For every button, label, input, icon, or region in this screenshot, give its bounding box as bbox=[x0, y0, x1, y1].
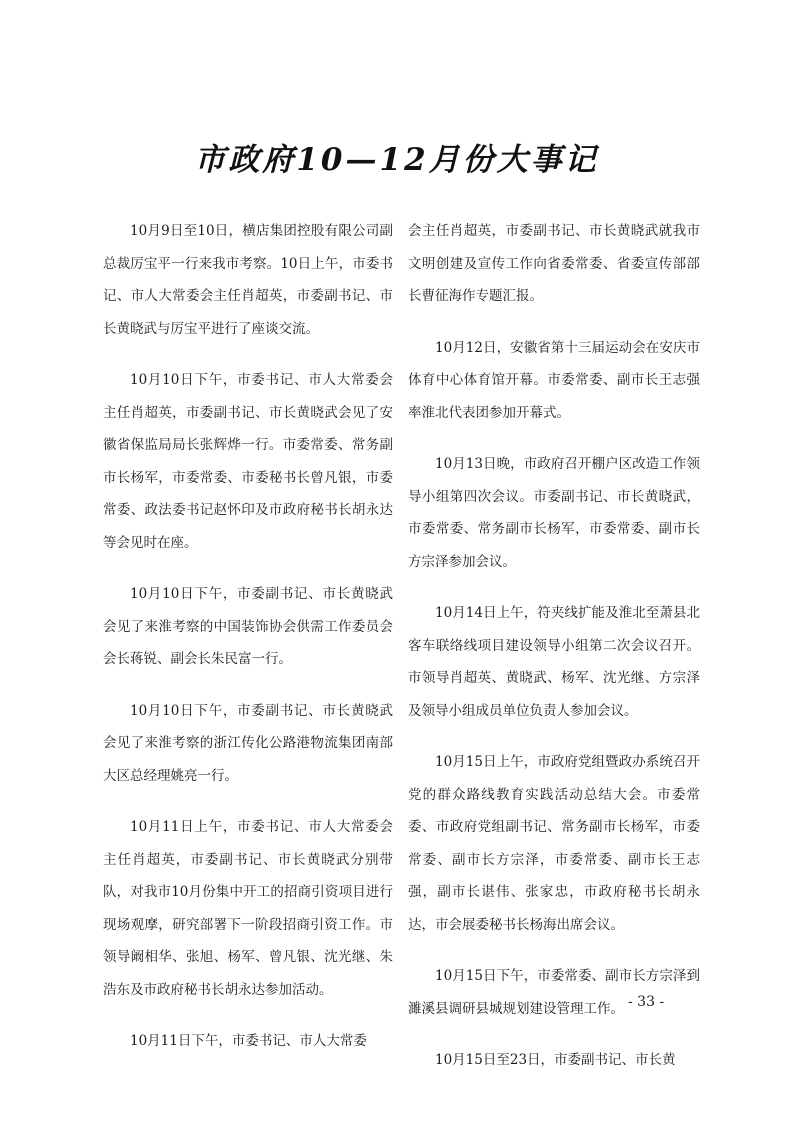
page-title: 市政府10—12月份大事记 bbox=[194, 142, 599, 178]
event-entry: 10月10日下午，市委副书记、市长黄晓武会见了来淮考察的浙江传化公路港物流集团南部大区总经理姚亮一行。 bbox=[103, 702, 393, 784]
event-entry: 10月15日至23日，市委副书记、市长黄 bbox=[435, 1052, 676, 1068]
event-entry-continued: 会主任肖超英，市委副书记、市长黄晓武就我市文明创建及宣传工作向省委常委、省委宣传部部长曹征海作专题汇报。 bbox=[408, 223, 700, 304]
event-entry: 10月12日，安徽省第十三届运动会在安庆市体育中心体育馆开幕。市委常委、副市长王志强率淮北代表团参加开幕式。 bbox=[408, 339, 700, 421]
event-entry: 10月14日上午，符夹线扩能及淮北至萧县北客车联络线项目建设领导小组第二次会议召开。市领导肖超英、黄晓武、杨军、沈光继、方宗泽及领导小组成员单位负责人参加会议。 bbox=[408, 605, 700, 719]
event-entry: 10月11日上午，市委书记、市人大常委会主任肖超英，市委副书记、市长黄晓武分别带队，对我市10月份集中开工的招商引资项目进行现场观摩，研究部署下一阶段招商引资工作。市领导阚相华、张旭、杨军、曾凡银、沈光继、朱浩东及市政府秘书长胡永达参加活动。 bbox=[103, 819, 393, 998]
event-entry: 10月13日晚，市政府召开棚户区改造工作领导小组第四次会议。市委副书记、市长黄晓武，市委常委、常务副市长杨军，市委常委、副市长方宗泽参加会议。 bbox=[408, 456, 700, 570]
event-entry: 10月11日下午，市委书记、市人大常委 bbox=[130, 1033, 367, 1049]
event-entry: 10月15日上午，市政府党组暨政办系统召开党的群众路线教育实践活动总结大会。市委常委、市政府党组副书记、常务副市长杨军，市委常委、副市长方宗泽，市委常委、副市长王志强，副市长谌伟、张家忠，市政府秘书长胡永达，市会展委秘书长杨海出席会议。 bbox=[408, 754, 700, 933]
event-entry: 10月15日下午，市委常委、副市长方宗泽到濉溪县调研县城规划建设管理工作。 bbox=[408, 968, 700, 1017]
event-entry: 10月10日下午，市委副书记、市长黄晓武会见了来淮考察的中国装饰协会供需工作委员会会长蒋锐、副会长朱民富一行。 bbox=[103, 586, 393, 667]
event-entry: 10月9日至10日，横店集团控股有限公司副总裁厉宝平一行来我市考察。10日上午，市委书记、市人大常委会主任肖超英，市委副书记、市长黄晓武与厉宝平进行了座谈交流。 bbox=[103, 223, 393, 337]
page-number: - 33 - bbox=[628, 994, 665, 1010]
event-entry: 10月10日下午，市委书记、市人大常委会主任肖超英，市委副书记、市长黄晓武会见了安徽省保监局局长张辉烨一行。市委常委、常务副市长杨军，市委常委、市委秘书长曾凡银，市委常委、政法委书记赵怀印及市政府秘书长胡永达等会见时在座。 bbox=[103, 372, 393, 551]
left-column bbox=[103, 215, 393, 1049]
